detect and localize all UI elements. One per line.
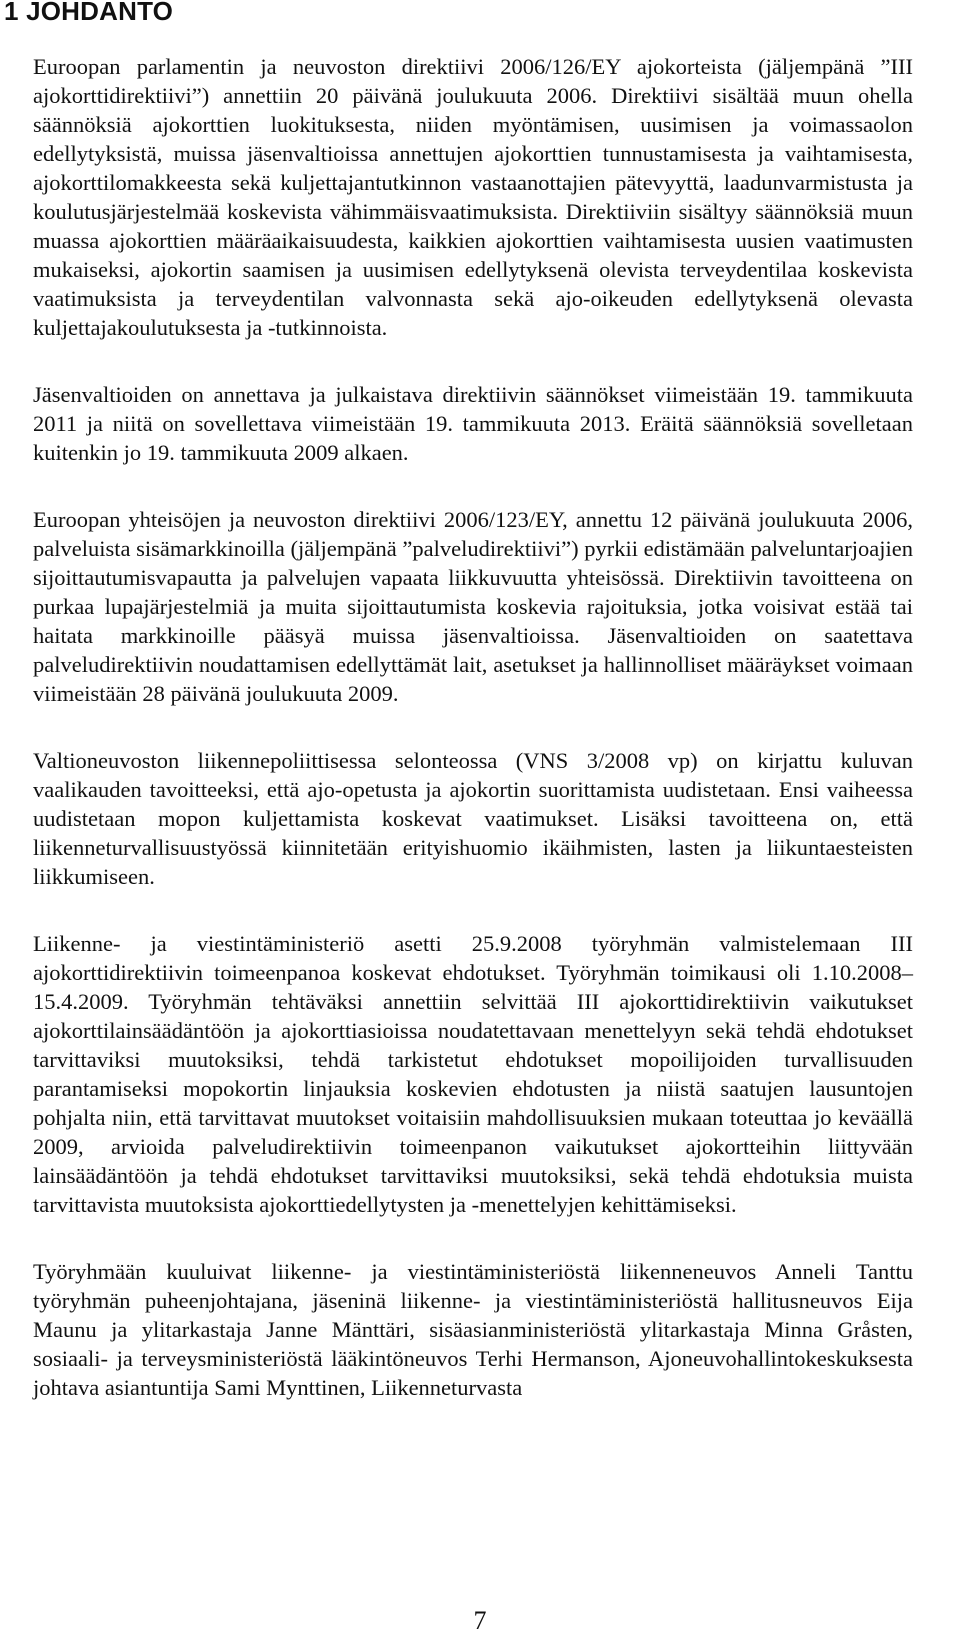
section-heading: 1 JOHDANTO <box>4 0 174 26</box>
paragraph-services-directive: Euroopan yhteisöjen ja neuvoston direktiivi 2006/123/EY, annettu 12 päivänä joulukuuta 2006, palveluista sisämarkkinoilla (jäljempänä ”palveludirektiivi”) pyrkii edistämään palveluntarjoajien sijoittautumisvapautta ja palvelujen vapaata liikkuvuutta yhteisössä. Direktiivin tavoitteena on purkaa lupajärjestelmiä ja muita sijoittautumista koskevia rajoituksia, jotka voisivat estää tai haitata markkinoille pääsyä muissa jäsenvaltioissa. Jäsenvaltioiden on saatettava palveludirektiivin noudattamisen edellyttämät lait, asetukset ja hallinnolliset määräykset voimaan viimeistään 28 päivänä joulukuuta 2009. <box>33 507 913 706</box>
paragraph-working-group-mandate: Liikenne- ja viestintäministeriö asetti 25.9.2008 työryhmän valmistelemaan III ajokorttidirektiivin toimeenpanoa koskevat ehdotukset. Työryhmän toimikausi oli 1.10.2008–15.4.2009. Työryhmän tehtäväksi annettiin selvittää III ajokorttidirektiivin vaikutukset ajokorttilainsäädäntöön ja ajokorttiasioissa noudatettavaan menettelyyn sekä tehdä ehdotukset tarvittaviksi muutoksiksi, tehdä tarkistetut ehdotukset mopoilijoiden turvallisuuden parantamiseksi mopokortin linjauksia koskevien ehdotusten ja niistä saatujen lausuntojen pohjalta niin, että tarvittavat muutokset voitaisiin mahdollisuuksien mukaan toteuttaa jo keväällä 2009, arvioida palveludirektiivin toimeenpanon vaikutukset ajokortteihin liittyvään lainsäädäntöön ja tehdä ehdotukset tarvittaviksi muutoksiksi, sekä tehdä ehdotuksia muista tarvittavista muutoksista ajokorttiedellytysten ja -menettelyjen kehittämiseksi. <box>33 931 913 1217</box>
paragraph-working-group-members: Työryhmään kuuluivat liikenne- ja viestintäministeriöstä liikenneneuvos Anneli Tanttu työryhmän puheenjohtajana, jäseninä liikenne- ja viestintäministeriöstä hallitusneuvos Eija Maunu ja ylitarkastaja Janne Mänttäri, sisäasianministeriöstä ylitarkastaja Minna Gråsten, sosiaali- ja terveysministeriöstä lääkintöneuvos Terhi Hermanson, Ajoneuvohallintokeskuksesta johtava asiantuntija Sami Mynttinen, Liikenneturvasta <box>33 1259 913 1400</box>
body-text <box>33 52 913 1440</box>
paragraph-directive-2006-126: Euroopan parlamentin ja neuvoston direktiivi 2006/126/EY ajokorteista (jäljempänä ”III ajokorttidirektiivi”) annettiin 20 päivänä joulukuuta 2006. Direktiivi sisältää muun ohella säännöksiä ajokorttien luokituksesta, niiden myöntämisen, uusimisen ja voimassaolon edellytyksistä, muissa jäsenvaltioissa annettujen ajokorttien tunnustamisesta ja vaihtamisesta, ajokorttilomakkeesta sekä kuljettajantutkinnon vastaanottajien pätevyyttä, laadunvarmistusta ja koulutusjärjestelmää koskevista vähimmäisvaatimuksista. Direktiiviin sisältyy säännöksiä muun muassa ajokorttien määräaikaisuudesta, kaikkien ajokorttien vaihtamisesta uusien vaatimusten mukaiseksi, ajokortin saamisen ja uusimisen edellytyksenä olevista terveydentilaa koskevista vaatimuksista ja terveydentilan valvonnasta sekä ajo-oikeuden edellytyksenä olevasta kuljettajakoulutuksesta ja -tutkinnoista. <box>33 54 913 340</box>
page-number: 7 <box>473 1606 487 1635</box>
paragraph-transport-policy-report: Valtioneuvoston liikennepoliittisessa selonteossa (VNS 3/2008 vp) on kirjattu kuluvan vaalikauden tavoitteeksi, että ajo-opetusta ja ajokortin suorittamista uudistetaan. Ensi vaiheessa uudistetaan mopon kuljettamista koskevat vaatimukset. Lisäksi tavoitteena on, että liikenneturvallisuustyössä kiinnitetään erityishuomio ikäihmisten, lasten ja liikuntaesteisten liikkumiseen. <box>33 748 913 889</box>
paragraph-implementation-deadlines: Jäsenvaltioiden on annettava ja julkaistava direktiivin säännökset viimeistään 19. tammikuuta 2011 ja niitä on sovellettava viimeistään 19. tammikuuta 2013. Eräitä säännöksiä sovelletaan kuitenkin jo 19. tammikuuta 2009 alkaen. <box>33 382 913 465</box>
